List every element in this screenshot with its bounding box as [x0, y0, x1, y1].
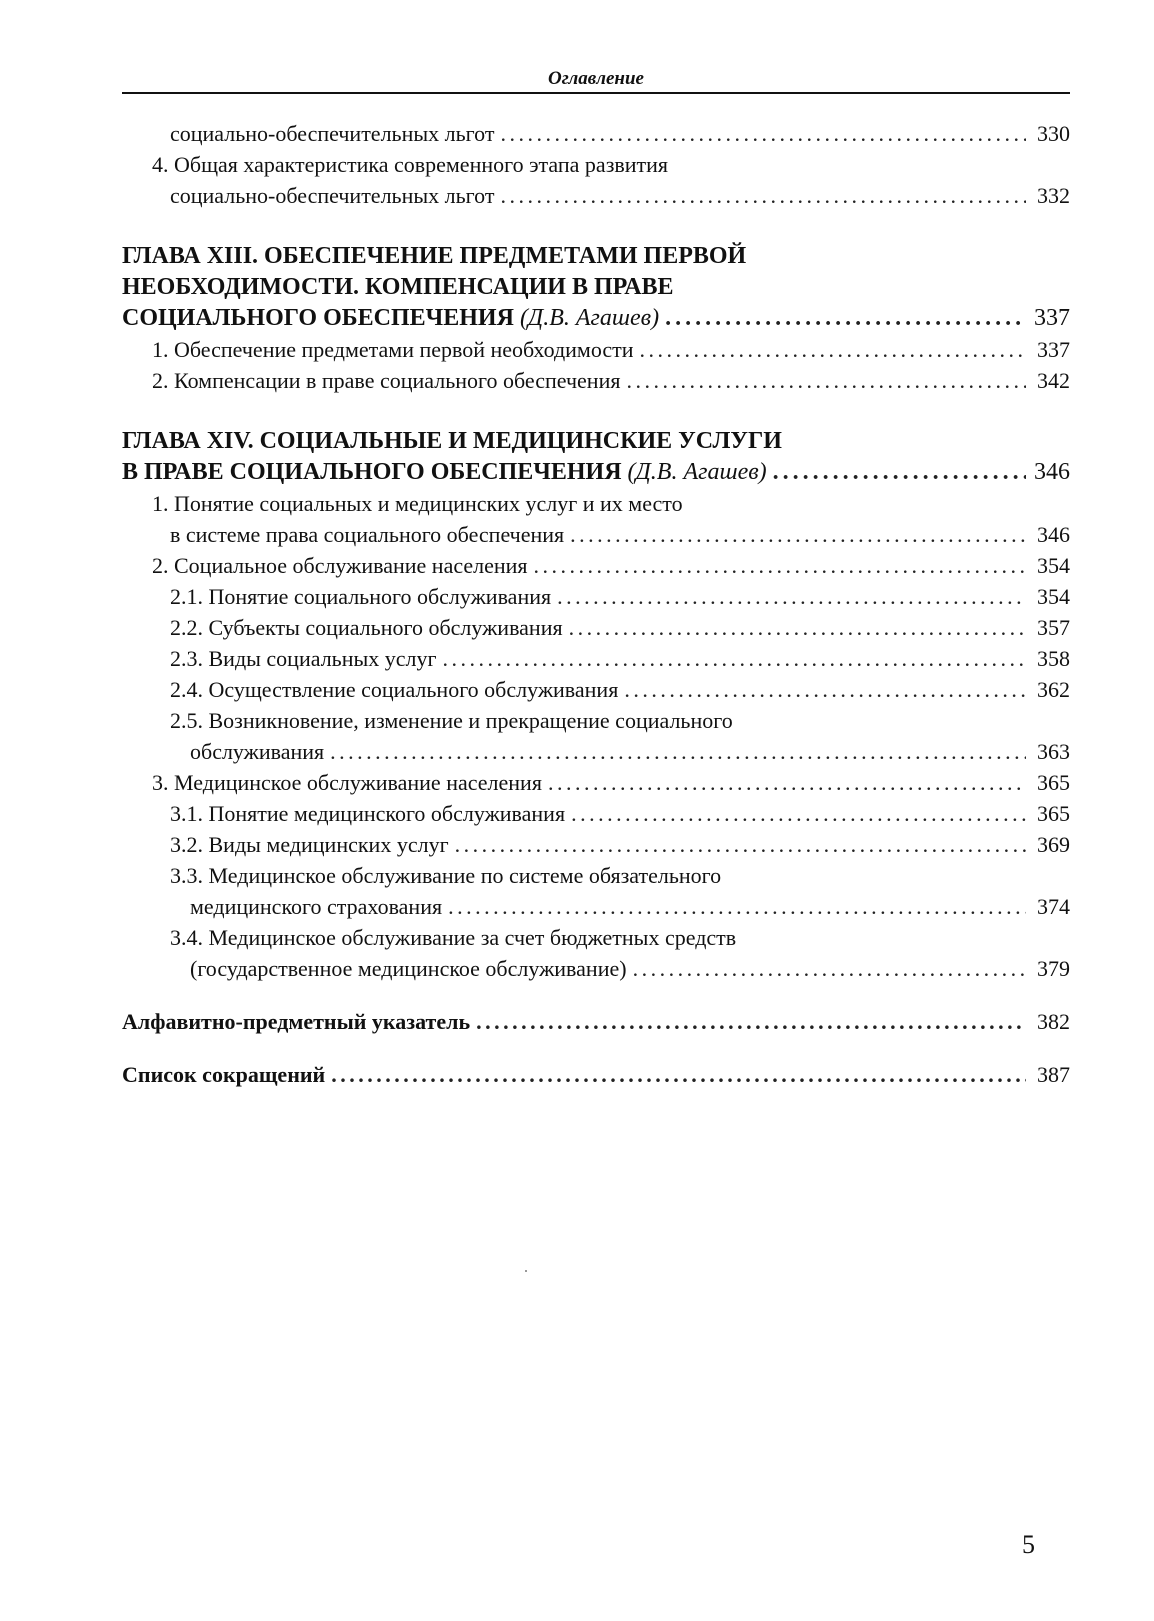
dot-leader: [455, 829, 1026, 860]
toc-entry-text: Список сокращений: [122, 1062, 326, 1087]
toc-entry-text: СОЦИАЛЬНОГО ОБЕСПЕЧЕНИЯ (Д.В. Агашев): [122, 305, 660, 331]
toc-page-number: 374: [1037, 894, 1070, 919]
dot-leader: [476, 1006, 1026, 1037]
toc-entry: 1. Понятие социальных и медицинских услуг и их место: [152, 491, 683, 516]
dot-leader: [534, 550, 1026, 581]
toc-entry: [122, 829, 1070, 860]
dot-leader: [640, 334, 1026, 365]
toc-entry: 3.3. Медицинское обслуживание по системе обязательного: [170, 863, 722, 888]
toc-page-number: 357: [1037, 615, 1070, 640]
toc-entry: [122, 798, 1070, 829]
toc-entry: [122, 365, 1070, 396]
toc-entry: [122, 767, 1070, 798]
toc-entry: 4. Общая характеристика современного этапа развития: [152, 152, 669, 177]
dot-leader: [548, 767, 1026, 798]
chapter-title: [122, 457, 1070, 488]
toc-entry-text: 2.3. Виды социальных услуг: [170, 646, 437, 671]
toc-entry-text: 2. Социальное обслуживание населения: [152, 553, 528, 578]
toc-page-number: 330: [1037, 121, 1070, 146]
toc-entry-text: 3.1. Понятие медицинского обслуживания: [170, 801, 566, 826]
dot-leader: [448, 891, 1026, 922]
toc-page-number: 342: [1037, 368, 1070, 393]
toc-entry-text: 2.4. Осуществление социального обслуживания: [170, 677, 619, 702]
toc-entry: [122, 1059, 1070, 1090]
toc-page-number: 337: [1037, 337, 1070, 362]
toc-entry-text: 2. Компенсации в праве социального обеспечения: [152, 368, 621, 393]
chapter-title: НЕОБХОДИМОСТИ. КОМПЕНСАЦИИ В ПРАВЕ: [122, 274, 674, 300]
toc-entry: [122, 612, 1070, 643]
toc-entry: [122, 334, 1070, 365]
toc-entry: [122, 180, 1070, 211]
dot-leader: [626, 365, 1026, 396]
toc-page-number: 332: [1037, 183, 1070, 208]
toc-page-number: 382: [1037, 1009, 1070, 1034]
table-of-contents: [122, 118, 1070, 1090]
toc-entry: [122, 953, 1070, 984]
dot-leader: [330, 736, 1026, 767]
scan-speck: [525, 1270, 527, 1272]
toc-entry-text: (государственное медицинское обслуживание): [190, 956, 627, 981]
toc-page-number: 354: [1037, 553, 1070, 578]
toc-entry: 3.4. Медицинское обслуживание за счет бюджетных средств: [170, 925, 737, 950]
toc-page-number: 337: [1034, 305, 1070, 331]
toc-page-number: 365: [1037, 770, 1070, 795]
toc-page-number: 379: [1037, 956, 1070, 981]
chapter-title: ГЛАВА XIII. ОБЕСПЕЧЕНИЕ ПРЕДМЕТАМИ ПЕРВОЙ: [122, 243, 747, 269]
toc-entry-text: 3.2. Виды медицинских услуг: [170, 832, 449, 857]
toc-entry-text: в системе права социального обеспечения: [170, 522, 565, 547]
dot-leader: [500, 180, 1026, 211]
toc-entry: [122, 891, 1070, 922]
toc-entry: [122, 736, 1070, 767]
dot-leader: [624, 674, 1026, 705]
toc-entry: [122, 550, 1070, 581]
toc-page-number: 363: [1037, 739, 1070, 764]
dot-leader: [500, 118, 1026, 149]
chapter-author: (Д.В. Агашев): [627, 459, 767, 485]
toc-entry: [122, 643, 1070, 674]
toc-entry-text: 3. Медицинское обслуживание населения: [152, 770, 542, 795]
toc-entry-text: Алфавитно-предметный указатель: [122, 1009, 471, 1034]
chapter-author: (Д.В. Агашев): [519, 305, 660, 331]
toc-page-number: 362: [1037, 677, 1070, 702]
toc-entry-text: 2.2. Субъекты социального обслуживания: [170, 615, 563, 640]
toc-page-number: 387: [1037, 1062, 1070, 1087]
dot-leader: [557, 581, 1026, 612]
toc-entry-text: 2.1. Понятие социального обслуживания: [170, 584, 552, 609]
toc-entry: 2.5. Возникновение, изменение и прекращение социального: [170, 708, 733, 733]
toc-entry: [122, 674, 1070, 705]
toc-entry-text: медицинского страхования: [190, 894, 443, 919]
dot-leader: [571, 798, 1026, 829]
toc-entry: [122, 118, 1070, 149]
toc-entry-text: 1. Обеспечение предметами первой необходимости: [152, 337, 634, 362]
toc-page-number: 354: [1037, 584, 1070, 609]
running-header: Оглавление: [122, 68, 1070, 94]
toc-page-number: 365: [1037, 801, 1070, 826]
toc-entry: [122, 1006, 1070, 1037]
toc-entry-text: социально-обеспечительных льгот: [170, 121, 495, 146]
toc-page-number: 358: [1037, 646, 1070, 671]
toc-entry: [122, 519, 1070, 550]
toc-entry-text: В ПРАВЕ СОЦИАЛЬНОГО ОБЕСПЕЧЕНИЯ (Д.В. Агашев): [122, 459, 767, 485]
dot-leader: [443, 643, 1026, 674]
page-number: 5: [1022, 1530, 1035, 1559]
toc-entry-text: обслуживания: [190, 739, 325, 764]
toc-page-number: 346: [1037, 522, 1070, 547]
dot-leader: [331, 1059, 1026, 1090]
dot-leader: [569, 612, 1026, 643]
toc-entry: [122, 581, 1070, 612]
toc-page-number: 369: [1037, 832, 1070, 857]
chapter-title: ГЛАВА XIV. СОЦИАЛЬНЫЕ И МЕДИЦИНСКИЕ УСЛУГИ: [122, 428, 782, 454]
dot-leader: [665, 303, 1026, 334]
chapter-title: [122, 303, 1070, 334]
dot-leader: [633, 953, 1026, 984]
toc-page-number: 346: [1034, 459, 1070, 485]
toc-entry-text: социально-обеспечительных льгот: [170, 183, 495, 208]
dot-leader: [570, 519, 1026, 550]
dot-leader: [773, 457, 1026, 488]
